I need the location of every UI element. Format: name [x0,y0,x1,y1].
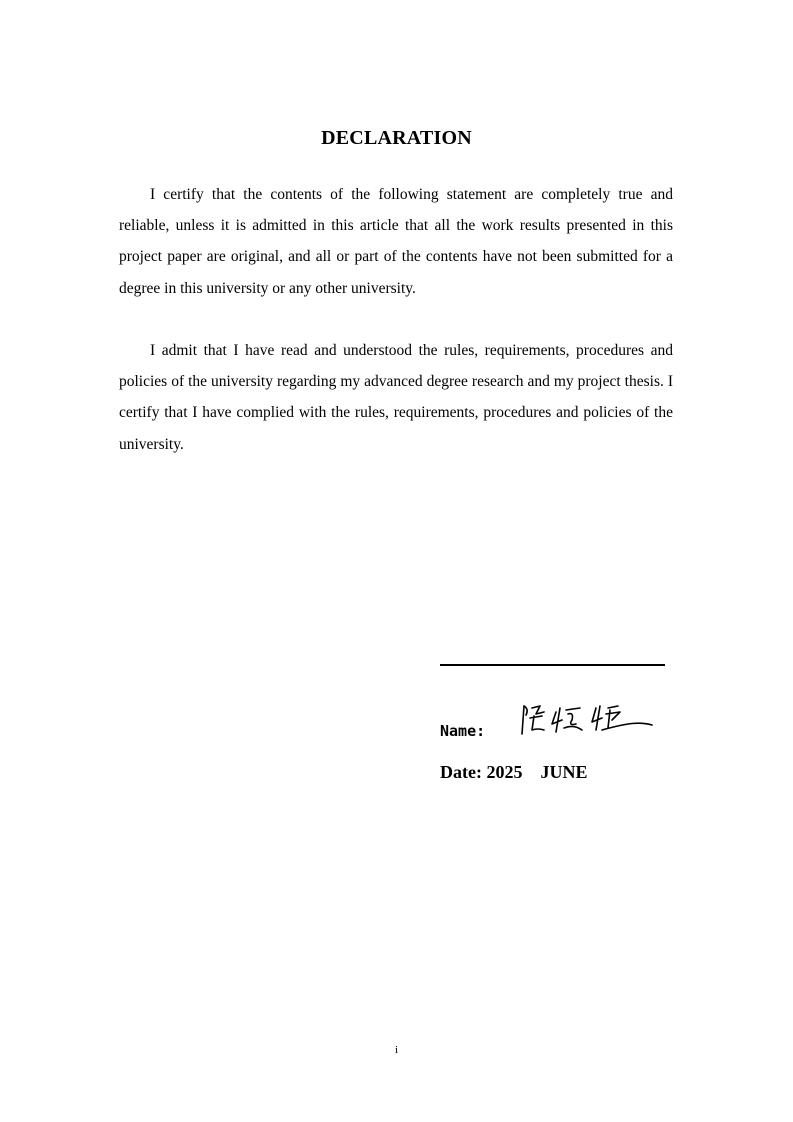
declaration-paragraph-1: I certify that the contents of the following statement are completely true and reliable, unless it is admitted in this article that all the work results presented in this project paper are original, and all or part of the contents have not been submitted for a degree in this university or any other university. [119,186,673,297]
page-number: i [394,1044,399,1056]
name-label: Name: [440,722,486,740]
handwritten-signature [516,700,656,740]
page-title: DECLARATION [321,127,472,149]
signature-line [440,664,665,666]
name-row [440,700,670,744]
date-label: Date: [440,762,482,782]
date-row [440,760,588,784]
declaration-paragraph-2: I admit that I have read and understood the rules, requirements, procedures and policies of the university regarding my advanced degree research and my project thesis. I certify that I have complied with the rules, requirements, procedures and policies of the university. [119,342,673,453]
date-value: 2025 JUNE [486,762,588,782]
